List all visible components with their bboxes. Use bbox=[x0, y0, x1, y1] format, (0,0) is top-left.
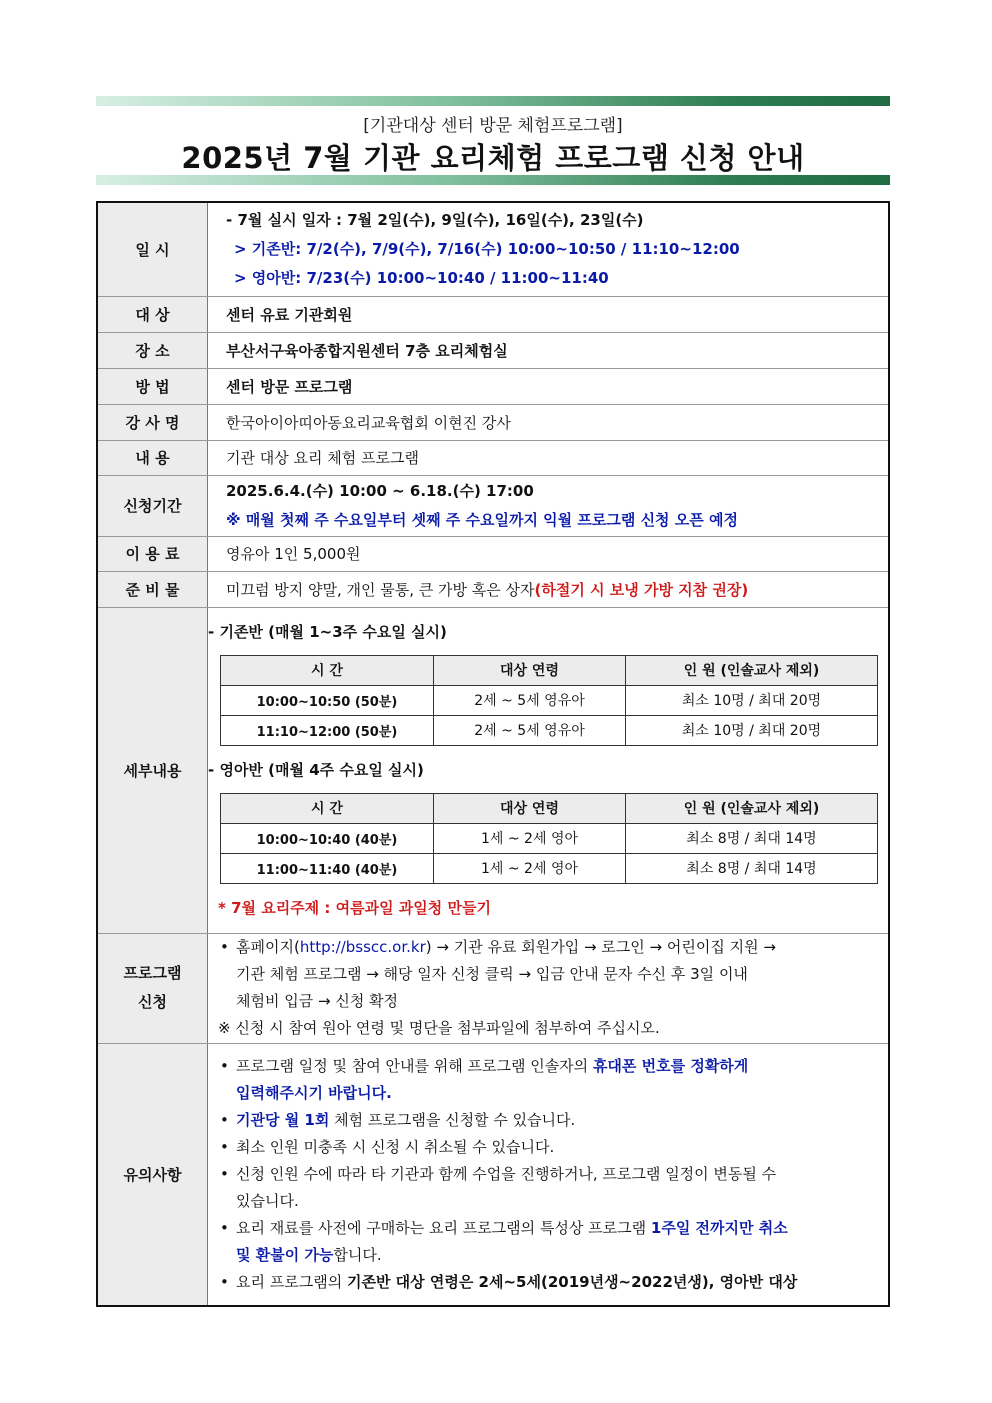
table-row bbox=[221, 715, 878, 745]
row-date bbox=[97, 202, 889, 296]
row-period bbox=[97, 475, 889, 536]
cell-capacity: 최소 8명 / 최대 14명 bbox=[626, 853, 878, 883]
row-notes bbox=[97, 1043, 889, 1306]
schedule-table-infant bbox=[220, 793, 878, 884]
header-bar-top bbox=[96, 96, 890, 106]
apply-line-3: 체험비 입금 → 신청 확정 bbox=[236, 992, 399, 1010]
period-line-1: 2025.6.4.(수) 10:00 ~ 6.18.(수) 17:00 bbox=[226, 481, 534, 500]
details-section-2: - 영아반 (매월 4주 수요일 실시) bbox=[208, 760, 424, 779]
col-age: 대상 연령 bbox=[434, 793, 626, 823]
label-date: 일 시 bbox=[97, 202, 208, 296]
cell-time: 11:00~11:40 (40분) bbox=[221, 853, 434, 883]
list-item: • 요리 프로그램의 기존반 대상 연령은 2세~5세(2019년생~2022년생), 영아반 대상 bbox=[218, 1269, 882, 1296]
details-section-1: - 기존반 (매월 1~3주 수요일 실시) bbox=[208, 622, 447, 641]
header-bar-bottom bbox=[96, 175, 890, 185]
apply-label-1: 프로그램 bbox=[123, 964, 182, 982]
cell-capacity: 최소 10명 / 최대 20명 bbox=[626, 715, 878, 745]
row-method bbox=[97, 368, 889, 404]
cell-time: 11:10~12:00 (50분) bbox=[221, 715, 434, 745]
col-age: 대상 연령 bbox=[434, 655, 626, 685]
apply-note: ※ 신청 시 참여 원아 연령 및 명단을 첨부파일에 첨부하여 주십시오. bbox=[218, 1019, 660, 1037]
value-notes bbox=[208, 1043, 890, 1306]
apply-label-2: 신청 bbox=[138, 993, 167, 1011]
label-prep: 준 비 물 bbox=[97, 571, 208, 607]
table-row bbox=[221, 823, 878, 853]
table-header bbox=[221, 793, 878, 823]
list-item: • 프로그램 일정 및 참여 안내를 위해 프로그램 인솔자의 휴대폰 번호를 정확하게 입력해주시기 바랍니다. bbox=[218, 1053, 882, 1107]
table-row bbox=[221, 853, 878, 883]
value-target: 센터 유료 기관회원 bbox=[208, 296, 890, 332]
value-apply bbox=[208, 933, 890, 1043]
row-apply bbox=[97, 933, 889, 1043]
value-fee: 영유아 1인 5,000원 bbox=[208, 536, 890, 571]
apply-list bbox=[218, 934, 888, 961]
date-line-1: - 7월 실시 일자 : 7월 2일(수), 9일(수), 16일(수), 23일(수) bbox=[226, 210, 644, 229]
label-notes: 유의사항 bbox=[97, 1043, 208, 1306]
cell-time: 10:00~10:40 (40분) bbox=[221, 823, 434, 853]
row-details bbox=[97, 607, 889, 933]
details-theme: * 7월 요리주제 : 여름과일 과일청 만들기 bbox=[218, 898, 491, 917]
cell-age: 2세 ~ 5세 영유아 bbox=[434, 715, 626, 745]
value-period bbox=[208, 475, 890, 536]
date-line-3: > 영아반: 7/23(수) 10:00~10:40 / 11:00~11:40 bbox=[234, 268, 609, 287]
row-prep bbox=[97, 571, 889, 607]
label-place: 장 소 bbox=[97, 332, 208, 368]
table-header bbox=[221, 655, 878, 685]
label-method: 방 법 bbox=[97, 368, 208, 404]
row-fee bbox=[97, 536, 889, 571]
label-instructor: 강 사 명 bbox=[97, 404, 208, 440]
cell-capacity: 최소 10명 / 최대 20명 bbox=[626, 685, 878, 715]
value-date bbox=[208, 202, 890, 296]
col-time: 시 간 bbox=[221, 655, 434, 685]
value-method: 센터 방문 프로그램 bbox=[208, 368, 890, 404]
value-place: 부산서구육아종합지원센터 7층 요리체험실 bbox=[208, 332, 890, 368]
page-title: 2025년 7월 기관 요리체험 프로그램 신청 안내 bbox=[181, 141, 805, 175]
homepage-link[interactable]: http://bsscc.or.kr bbox=[299, 938, 426, 956]
page-subtitle: [기관대상 센터 방문 체험프로그램] bbox=[363, 116, 623, 136]
list-item: • 요리 재료를 사전에 구매하는 요리 프로그램의 특성상 프로그램 1주일 전까지만 취소 및 환불이 가능합니다. bbox=[218, 1215, 882, 1269]
row-instructor bbox=[97, 404, 889, 440]
notes-list bbox=[218, 1053, 882, 1296]
row-place bbox=[97, 332, 889, 368]
col-capacity: 인 원 (인솔교사 제외) bbox=[626, 793, 878, 823]
label-fee: 이 용 료 bbox=[97, 536, 208, 571]
cell-age: 1세 ~ 2세 영아 bbox=[434, 823, 626, 853]
label-content: 내 용 bbox=[97, 440, 208, 475]
row-target bbox=[97, 296, 889, 332]
list-item: • 신청 인원 수에 따라 타 기관과 함께 수업을 진행하거나, 프로그램 일정이 변동될 수 있습니다. bbox=[218, 1161, 882, 1215]
date-line-2: > 기존반: 7/2(수), 7/9(수), 7/16(수) 10:00~10:50 / 11:10~12:00 bbox=[234, 239, 740, 258]
cell-age: 1세 ~ 2세 영아 bbox=[434, 853, 626, 883]
apply-line-2: 기관 체험 프로그램 → 해당 일자 신청 클릭 → 입금 안내 문자 수신 후 3일 이내 bbox=[236, 965, 748, 983]
row-content bbox=[97, 440, 889, 475]
col-capacity: 인 원 (인솔교사 제외) bbox=[626, 655, 878, 685]
cell-time: 10:00~10:50 (50분) bbox=[221, 685, 434, 715]
prep-text: 미끄럼 방지 양말, 개인 물통, 큰 가방 혹은 상자 bbox=[226, 580, 535, 599]
list-item: • 홈페이지(http://bsscc.or.kr) → 기관 유료 회원가입 → 로그인 → 어린이집 지원 → bbox=[218, 934, 888, 961]
table-row bbox=[221, 685, 878, 715]
value-details bbox=[208, 607, 890, 933]
list-item: • 최소 인원 미충족 시 신청 시 취소될 수 있습니다. bbox=[218, 1134, 882, 1161]
value-prep bbox=[208, 571, 890, 607]
prep-note: (하절기 시 보냉 가방 지참 권장) bbox=[534, 580, 749, 599]
cell-age: 2세 ~ 5세 영유아 bbox=[434, 685, 626, 715]
label-details: 세부내용 bbox=[97, 607, 208, 933]
info-table bbox=[96, 201, 890, 1307]
label-period: 신청기간 bbox=[97, 475, 208, 536]
period-line-2: ※ 매월 첫째 주 수요일부터 셋째 주 수요일까지 익월 프로그램 신청 오픈 예정 bbox=[226, 510, 738, 529]
value-content: 기관 대상 요리 체험 프로그램 bbox=[208, 440, 890, 475]
label-target: 대 상 bbox=[97, 296, 208, 332]
cell-capacity: 최소 8명 / 최대 14명 bbox=[626, 823, 878, 853]
schedule-table-regular bbox=[220, 655, 878, 746]
list-item: • 기관당 월 1회 체험 프로그램을 신청할 수 있습니다. bbox=[218, 1107, 882, 1134]
value-instructor: 한국아이아띠아동요리교육협회 이현진 강사 bbox=[208, 404, 890, 440]
col-time: 시 간 bbox=[221, 793, 434, 823]
label-apply bbox=[97, 933, 208, 1043]
